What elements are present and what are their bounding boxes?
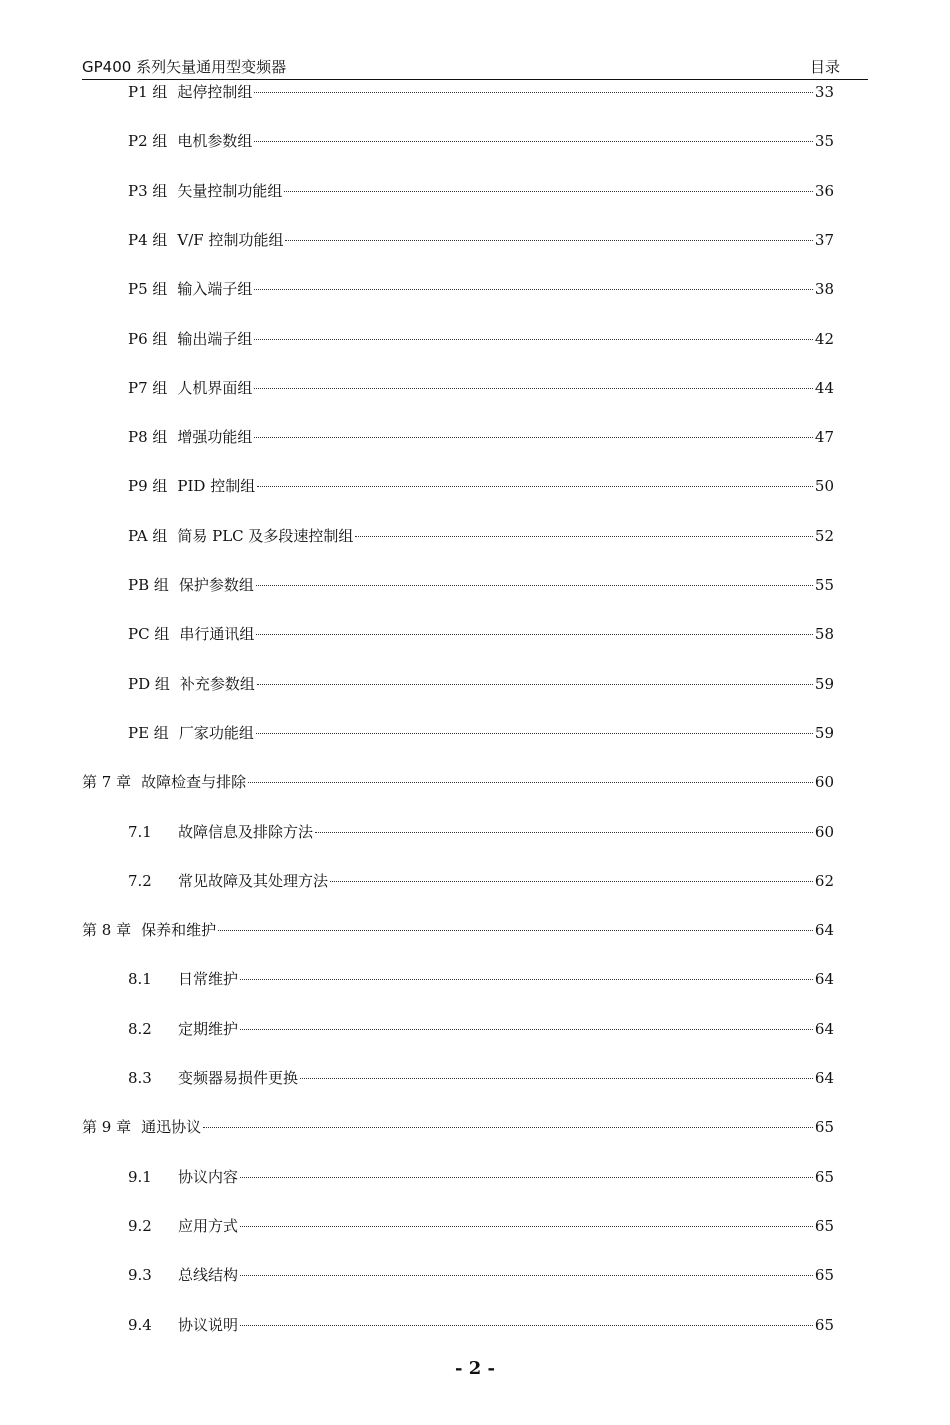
toc-dot-leader	[285, 240, 812, 241]
toc-dot-leader	[240, 1325, 813, 1326]
toc-section-entry[interactable]	[128, 130, 834, 152]
toc-entry-title: 应用方式	[178, 1216, 239, 1235]
toc-entry-page: 65	[814, 1118, 834, 1137]
toc-entry-number: P2 组	[128, 132, 168, 151]
toc-section-entry[interactable]	[128, 968, 834, 990]
toc-entry-number: 9.1	[128, 1167, 152, 1186]
toc-entry-number: P7 组	[128, 378, 168, 397]
toc-entry-number: 7.1	[128, 822, 152, 841]
section-name: 目录	[809, 58, 840, 76]
toc-dot-leader	[248, 782, 813, 783]
toc-entry-title: 起停控制组	[177, 83, 253, 101]
toc-entry-title: 故障检查与排除	[141, 773, 247, 792]
toc-entry-title: 增强功能组	[177, 428, 253, 447]
toc-dot-leader	[330, 881, 813, 882]
toc-dot-leader	[257, 684, 813, 685]
toc-entry-page: 47	[814, 428, 834, 447]
toc-entry-number: PC 组	[128, 625, 170, 644]
toc-dot-leader	[218, 930, 813, 931]
toc-entry-page: 60	[814, 773, 834, 792]
toc-section-entry[interactable]	[128, 722, 834, 744]
toc-dot-leader	[254, 339, 812, 340]
toc-chapter-entry[interactable]	[82, 919, 834, 941]
toc-section-entry[interactable]	[128, 1067, 834, 1089]
toc-entry-number: 第 8 章	[82, 921, 132, 940]
toc-section-entry[interactable]	[128, 1264, 834, 1286]
toc-entry-title: 协议说明	[178, 1315, 239, 1334]
toc-chapter-entry[interactable]	[82, 1116, 834, 1138]
toc-dot-leader	[254, 141, 812, 142]
toc-entry-page: 59	[814, 723, 834, 742]
toc-section-entry[interactable]	[128, 328, 834, 350]
toc-entry-number: 第 9 章	[82, 1118, 132, 1137]
toc-dot-leader	[257, 486, 813, 487]
toc-entry-number: 8.3	[128, 1069, 152, 1087]
toc-entry-title: 故障信息及排除方法	[178, 822, 314, 841]
toc-entry-title: 协议内容	[178, 1167, 239, 1186]
toc-dot-leader	[315, 832, 813, 833]
toc-entry-number: PB 组	[128, 576, 169, 594]
toc-entry-number: PD 组	[128, 674, 170, 693]
toc-entry-number: 9.2	[128, 1216, 152, 1235]
toc-dot-leader	[203, 1127, 813, 1128]
toc-entry-title: 输入端子组	[177, 280, 253, 299]
toc-entry-title: 保养和维护	[141, 921, 217, 940]
toc-chapter-entry[interactable]	[82, 771, 834, 793]
toc-entry-title: 简易 PLC 及多段速控制组	[177, 526, 354, 545]
toc-entry-page: 64	[814, 1069, 834, 1087]
toc-entry-title: V/F 控制功能组	[177, 230, 284, 249]
toc-dot-leader	[256, 733, 813, 734]
toc-entry-number: 8.2	[128, 1019, 152, 1038]
toc-entry-number: P6 组	[128, 329, 168, 348]
toc-entry-page: 38	[814, 280, 834, 299]
toc-entry-number: 9.4	[128, 1315, 152, 1334]
toc-entry-page: 33	[814, 83, 834, 101]
toc-entry-number: P5 组	[128, 280, 168, 299]
toc-entry-title: PID 控制组	[177, 477, 256, 496]
toc-entry-number: P9 组	[128, 477, 168, 496]
toc-section-entry[interactable]	[128, 278, 834, 300]
toc-section-entry[interactable]	[128, 475, 834, 497]
toc-section-entry[interactable]	[128, 229, 834, 251]
toc-entry-page: 65	[814, 1216, 834, 1235]
toc-entry-page: 64	[814, 1019, 834, 1038]
toc-entry-page: 35	[814, 132, 834, 151]
toc-entry-title: 日常维护	[178, 970, 239, 989]
toc-entry-page: 36	[814, 181, 834, 200]
toc-entry-title: 矢量控制功能组	[177, 181, 283, 200]
toc-dot-leader	[355, 536, 813, 537]
toc-entry-title: 通迅协议	[141, 1118, 202, 1137]
toc-entry-title: 保护参数组	[178, 576, 254, 594]
toc-dot-leader	[254, 437, 812, 438]
toc-dot-leader	[240, 979, 813, 980]
toc-entry-title: 定期维护	[178, 1019, 239, 1038]
toc-dot-leader	[254, 289, 812, 290]
toc-section-entry[interactable]	[128, 623, 834, 645]
toc-section-entry[interactable]	[128, 426, 834, 448]
toc-entry-title: 补充参数组	[179, 674, 255, 693]
toc-section-entry[interactable]	[128, 180, 834, 202]
toc-entry-title: 变频器易损件更换	[178, 1069, 299, 1087]
toc-entry-number: P3 组	[128, 181, 168, 200]
toc-entry-page: 42	[814, 329, 834, 348]
toc-entry-page: 55	[814, 576, 834, 594]
toc-dot-leader	[300, 1078, 813, 1079]
toc-dot-leader	[254, 92, 812, 93]
toc-section-entry[interactable]	[128, 1314, 834, 1336]
toc-section-entry[interactable]	[128, 81, 834, 103]
toc-entry-page: 65	[814, 1167, 834, 1186]
toc-entry-title: 厂家功能组	[178, 723, 254, 742]
document-title: GP400 系列矢量通用型变频器	[82, 58, 287, 76]
toc-section-entry[interactable]	[128, 1215, 834, 1237]
toc-section-entry[interactable]	[128, 525, 834, 547]
toc-entry-page: 65	[814, 1315, 834, 1334]
toc-dot-leader	[256, 585, 813, 586]
toc-entry-number: 9.3	[128, 1266, 152, 1285]
toc-section-entry[interactable]	[128, 574, 834, 596]
toc-entry-page: 37	[814, 230, 834, 249]
toc-entry-number: P8 组	[128, 428, 168, 447]
toc-dot-leader	[240, 1226, 813, 1227]
toc-entry-title: 常见故障及其处理方法	[178, 871, 329, 890]
toc-entry-title: 串行通讯组	[179, 625, 255, 644]
toc-entry-number: 8.1	[128, 970, 152, 989]
toc-entry-title: 输出端子组	[177, 329, 253, 348]
toc-entry-number: 第 7 章	[82, 773, 132, 792]
toc-entry-number: 7.2	[128, 871, 152, 890]
toc-entry-page: 52	[814, 526, 834, 545]
page-header	[82, 55, 868, 80]
toc-entry-number: PA 组	[128, 526, 168, 545]
toc-entry-title: 电机参数组	[177, 132, 253, 151]
toc-entry-page: 50	[814, 477, 834, 496]
page-number: - 2 -	[455, 1358, 495, 1379]
toc-section-entry[interactable]	[128, 1018, 834, 1040]
toc-dot-leader	[284, 191, 812, 192]
toc-dot-leader	[240, 1029, 813, 1030]
toc-entry-number: P1 组	[128, 83, 168, 101]
toc-entry-page: 44	[814, 378, 834, 397]
toc-section-entry[interactable]	[128, 1166, 834, 1188]
toc-entry-page: 59	[814, 674, 834, 693]
toc-dot-leader	[240, 1275, 813, 1276]
toc-section-entry[interactable]	[128, 673, 834, 695]
toc-entry-title: 人机界面组	[177, 378, 253, 397]
toc-entry-number: P4 组	[128, 230, 168, 249]
toc-section-entry[interactable]	[128, 870, 834, 892]
toc-entry-page: 64	[814, 970, 834, 989]
toc-entry-page: 65	[814, 1266, 834, 1285]
toc-entry-page: 60	[814, 822, 834, 841]
toc-section-entry[interactable]	[128, 377, 834, 399]
toc-dot-leader	[240, 1177, 813, 1178]
toc-entry-title: 总线结构	[178, 1266, 239, 1285]
toc-entry-page: 58	[814, 625, 834, 644]
toc-entry-number: PE 组	[128, 723, 169, 742]
toc-entry-page: 62	[814, 871, 834, 890]
toc-entry-page: 64	[814, 921, 834, 940]
toc-dot-leader	[254, 388, 812, 389]
toc-section-entry[interactable]	[128, 821, 834, 843]
toc-dot-leader	[256, 634, 813, 635]
